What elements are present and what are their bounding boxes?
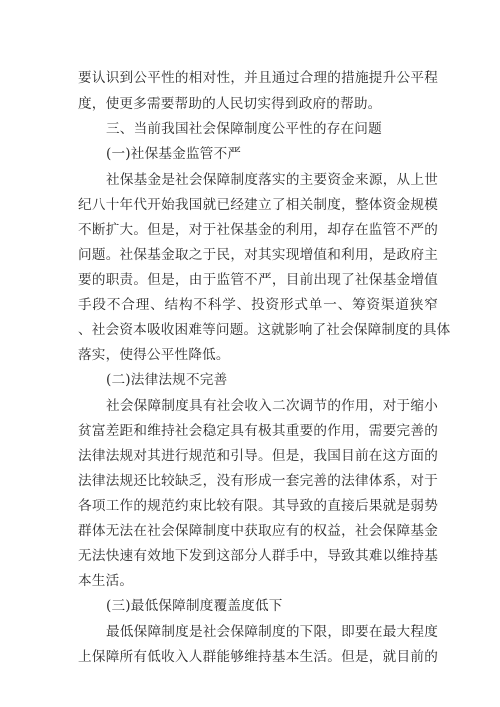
text-line: 社会保障制度具有社会收入二次调节的作用，对于缩小 (106, 398, 438, 414)
text-line: 、社会资本吸收困难等问题。这就影响了社会保障制度的具体 (78, 322, 451, 338)
text-line: 社保基金是社会保障制度落实的主要资金来源，从上世 (106, 172, 438, 188)
text-line: 落实，使得公平性降低。 (78, 347, 230, 363)
section-heading: 三、当前我国社会保障制度公平性的存在问题 (106, 121, 382, 137)
text-line: 法律法规还比较缺乏，没有形成一套完善的法律体系，对于 (78, 473, 438, 489)
text-line: 要的职责。但是，由于监管不严，目前出现了社保基金增值 (78, 272, 438, 288)
text-line: 无法快速有效地下发到这部分人群手中，导致其难以维持基 (78, 548, 438, 564)
text-line: 本生活。 (78, 573, 134, 589)
text-line: 贫富差距和维持社会稳定具有极其重要的作用，需要完善的 (78, 423, 438, 439)
text-line: 群体无法在社会保障制度中获取应有的权益，社会保障基金 (78, 523, 438, 539)
text-line: 要认识到公平性的相对性，并且通过合理的措施提升公平程 (78, 70, 438, 86)
text-line: 法律法规对其进行规范和引导。但是，我国目前在这方面的 (78, 448, 438, 464)
text-line: 最低保障制度是社会保障制度的下限，即要在最大程度 (106, 624, 438, 640)
text-line: 不断扩大。但是，对于社保基金的利用，却存在监管不严的 (78, 222, 438, 238)
sub-heading: (二)法律法规不完善 (106, 372, 228, 388)
sub-heading: (一)社保基金监管不严 (106, 146, 242, 162)
text-line: 各项工作的规范约束比较有限。其导致的直接后果就是弱势 (78, 498, 438, 514)
text-line: 纪八十年代开始我国就已经建立了相关制度，整体资金规模 (78, 197, 438, 213)
text-line: 手段不合理、结构不科学、投资形式单一、筹资渠道狭窄 (78, 297, 438, 313)
text-line: 度，使更多需要帮助的人民切实得到政府的帮助。 (78, 96, 382, 112)
text-line: 问题。社保基金取之于民，对其实现增值和利用，是政府主 (78, 247, 438, 263)
text-line: 上保障所有低收入人群能够维持基本生活。但是，就目前的 (78, 649, 438, 665)
sub-heading: (三)最低保障制度覆盖度低下 (106, 598, 283, 614)
